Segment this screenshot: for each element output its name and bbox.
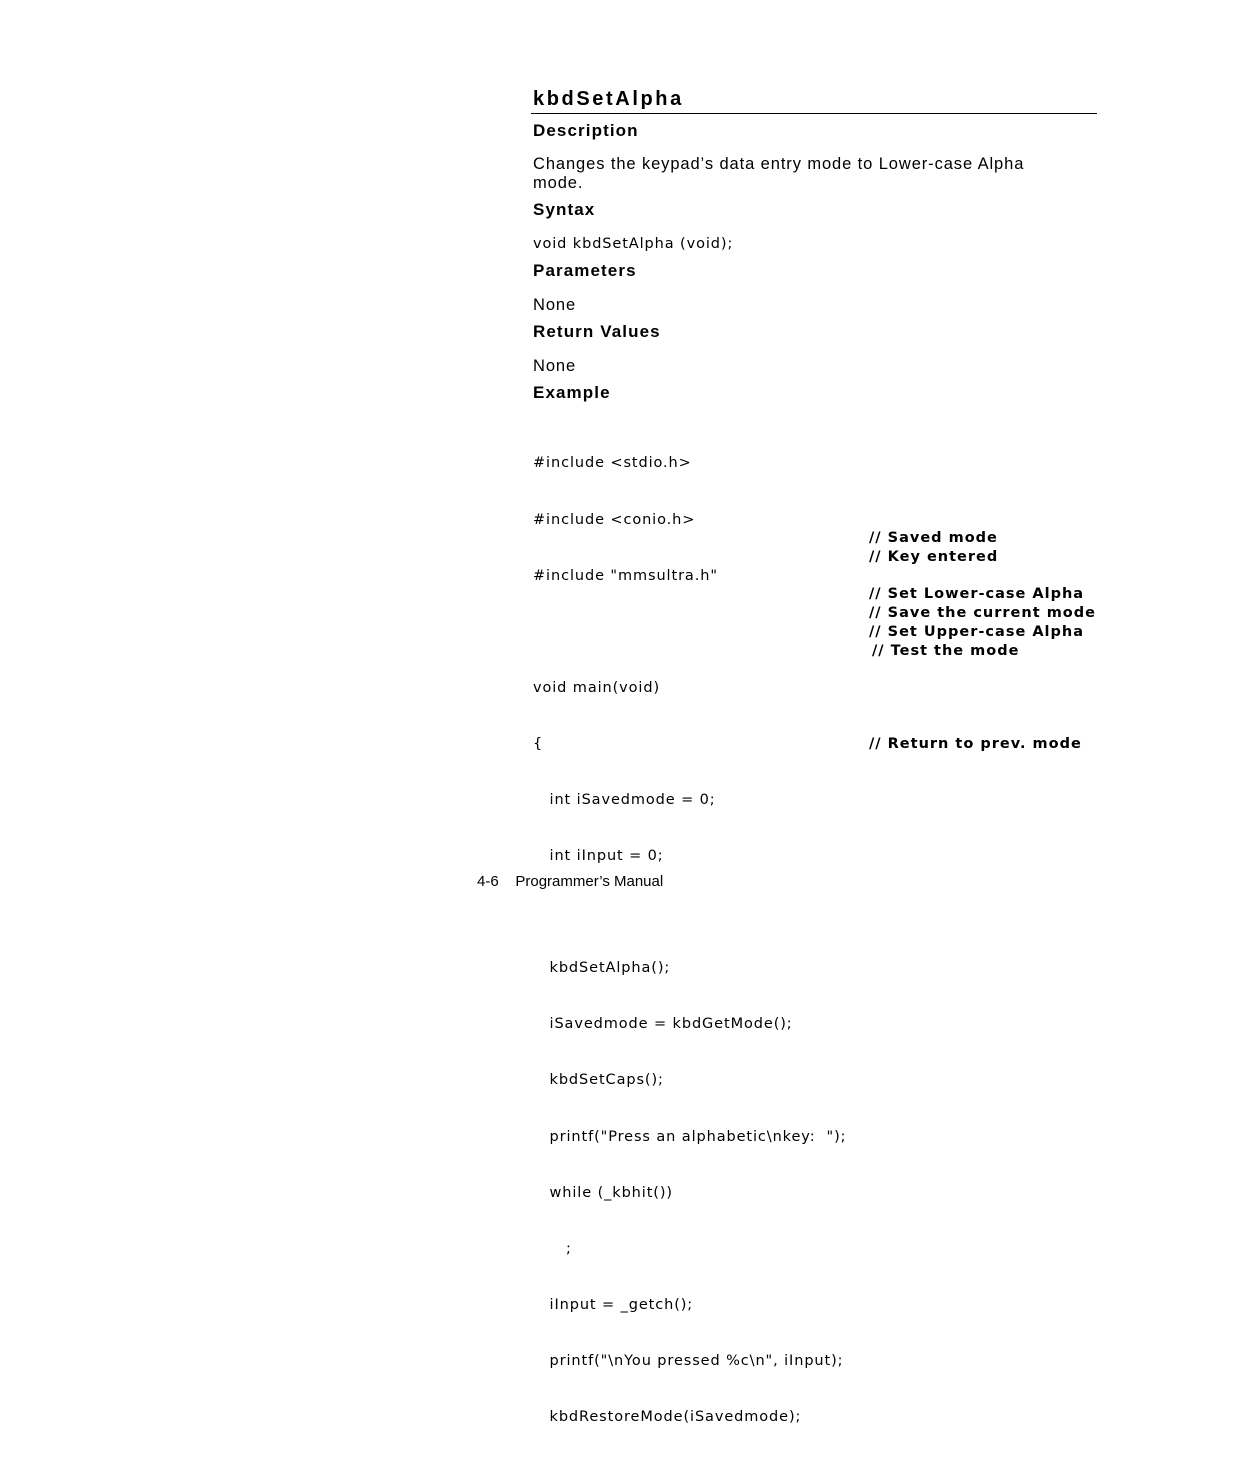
parameters-heading: Parameters (533, 261, 637, 280)
code-comment: // Key entered (869, 549, 999, 565)
return-values-heading: Return Values (533, 322, 661, 341)
code-line: kbdRestoreMode(iSavedmode); (533, 1409, 802, 1425)
code-line: kbdSetCaps(); (533, 1072, 664, 1089)
code-line: ; (533, 1240, 572, 1257)
code-line: printf("\nYou pressed %c\n", iInput); (533, 1352, 844, 1369)
example-heading: Example (533, 383, 611, 402)
code-line: while (_kbhit()) (533, 1184, 673, 1201)
code-comment: // Set Lower-case Alpha (869, 586, 1085, 602)
code-comment: // Set Upper-case Alpha (869, 624, 1085, 640)
code-line: #include <stdio.h> (533, 455, 692, 472)
code-line: void main(void) (533, 679, 661, 696)
code-line: int iSavedmode = 0; (533, 791, 716, 808)
code-comment: // Test the mode (872, 643, 1020, 659)
code-line: { (533, 735, 544, 752)
code-line: printf("Press an alphabetic\nkey: "); (533, 1128, 847, 1145)
syntax-heading: Syntax (533, 200, 596, 219)
code-line: iSavedmode = kbdGetMode(); (533, 1016, 793, 1033)
parameters-text: None (533, 296, 577, 314)
function-title: kbdSetAlpha (533, 88, 684, 110)
code-line (533, 623, 846, 642)
description-heading: Description (533, 121, 639, 140)
code-comment: // Save the current mode (869, 605, 1096, 621)
code-line: iInput = _getch(); (533, 1296, 694, 1313)
code-comment: // Return to prev. mode (869, 736, 1082, 752)
code-line: #include <conio.h> (533, 511, 696, 528)
title-rule (531, 113, 1097, 114)
code-line: int iInput = 0; (533, 848, 664, 865)
code-line: kbdSetAlpha(); (533, 960, 671, 977)
code-comment: // Saved mode (869, 530, 998, 546)
description-text: Changes the keypad’s data entry mode to Lower-case Alpha mode. (533, 155, 1025, 192)
manual-title: Programmer’s Manual (515, 873, 664, 890)
syntax-code: void kbdSetAlpha (void); (533, 236, 734, 252)
example-code-block (533, 417, 846, 1464)
page-footer (477, 872, 663, 891)
code-line: #include "mmsultra.h" (533, 567, 718, 584)
return-values-text: None (533, 357, 577, 375)
code-line (533, 903, 846, 922)
page-number: 4-6 (477, 873, 499, 890)
